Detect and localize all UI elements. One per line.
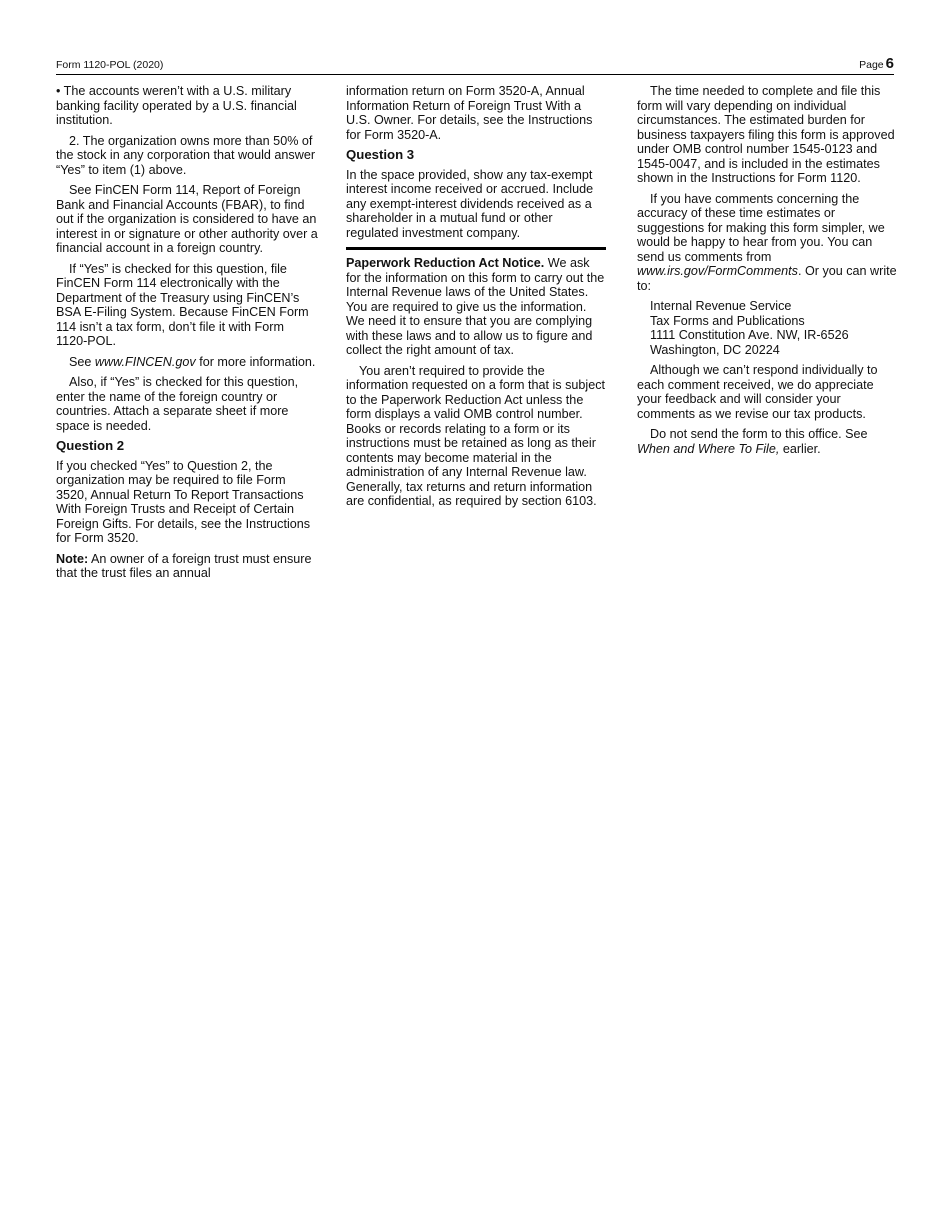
text: See <box>69 354 95 369</box>
do-not-send-paragraph <box>637 427 899 456</box>
form-label: Form 1120-POL (2020) <box>56 59 164 71</box>
paperwork-notice-text: We ask for the information on this form to carry out the Internal Revenue laws of the United States. You are required to give us the information. We need it to ensure that you are complying with these laws and to allow us to figure and collect the right amount of tax. <box>346 256 605 357</box>
page-header <box>56 54 894 75</box>
address-line: Washington, DC 20224 <box>650 342 780 357</box>
paperwork-notice-label: Paperwork Reduction Act Notice. <box>346 256 545 270</box>
yes-checked-paragraph: If “Yes” is checked for this question, file FinCEN Form 114 electronically with the Department of the Treasury using FinCEN’s BSA E-Filing System. Because FinCEN Form 114 isn’t a tax form, don’t file it with Form 1120-POL. <box>56 261 309 348</box>
text: . Or you can write to: <box>637 264 897 293</box>
note-paragraph <box>56 552 318 581</box>
note-text: An owner of a foreign trust must ensure that the trust files an annual <box>56 551 312 580</box>
feedback-paragraph: Although we can’t respond individually to each comment received, we do appreciate your feedback and will consider your comments as we revise our tax products. <box>637 363 878 421</box>
item-2-paragraph: 2. The organization owns more than 50% of the stock in any corporation that would answer “Yes” to item (1) above. <box>56 133 316 177</box>
question-2-paragraph: If you checked “Yes” to Question 2, the organization may be required to file Form 3520, Annual Return To Report Transactions With Foreign Trusts and Receipt of Certain Foreign Gifts. For details, see the Instructions for Form 3520. <box>56 458 311 545</box>
question-2-heading: Question 2 <box>56 438 125 453</box>
page-number: 6 <box>885 55 894 72</box>
form-comments-link[interactable]: www.irs.gov/FormComments <box>637 264 798 278</box>
fincen-link[interactable]: www.FINCEN.gov <box>94 354 196 369</box>
text: If you have comments concerning the accuracy of these time estimates or suggestions for making this form simpler, we would be happy to hear from you. You can send us comments from <box>637 191 885 264</box>
form-3520a-paragraph: information return on Form 3520-A, Annual Information Return of Foreign Trust With a U.S. Owner. For details, see the Instructions for Form 3520-A. <box>346 84 593 142</box>
text: Do not send the form to this office. See <box>650 427 868 441</box>
column-right <box>637 84 899 462</box>
paperwork-notice-paragraph <box>346 256 606 358</box>
address-line: Internal Revenue Service <box>650 299 792 313</box>
comments-paragraph <box>637 192 899 294</box>
column-middle <box>346 84 606 515</box>
foreign-country-paragraph: Also, if “Yes” is checked for this question, enter the name of the foreign country or countries. Attach a separate sheet if more space is needed. <box>56 375 299 433</box>
text: earlier. <box>779 441 821 456</box>
address-line: Tax Forms and Publications <box>650 313 805 328</box>
address-line: 1111 Constitution Ave. NW, IR-6526 <box>650 328 849 342</box>
note-label: Note: <box>56 551 89 566</box>
page-label: Page <box>859 59 884 71</box>
when-where-reference: When and Where To File, <box>637 441 780 456</box>
page-indicator <box>859 55 894 72</box>
time-needed-paragraph: The time needed to complete and file this form will vary depending on individual circumstances. The estimated burden for business taxpayers filing this form is approved under OMB control number 1545-0123 and 1545-0047, and is included in the estimates shown in the Instructions for Form 1120. <box>637 84 895 185</box>
column-left <box>56 84 318 587</box>
omb-paragraph: You aren’t required to provide the information requested on a form that is subject to the Paperwork Reduction Act unless the form displays a valid OMB control number. Books or records relating to a form or its instructions must be retained as long as their contents may become material in the administration of any Internal Revenue law. Generally, tax returns and return information are confidential, as required by section 6103. <box>346 363 606 508</box>
section-divider <box>346 247 606 250</box>
text: for more information. <box>195 354 316 369</box>
bullet-paragraph: • The accounts weren’t with a U.S. military banking facility operated by a U.S. financial institution. <box>56 84 297 127</box>
question-3-heading: Question 3 <box>346 147 415 162</box>
fincen-link-paragraph <box>56 355 318 370</box>
question-3-paragraph: In the space provided, show any tax-exempt interest income received or accrued. Include any exempt-interest dividends received as a shareholder in a mutual fund or other regulated investment company. <box>346 167 594 240</box>
mailing-address <box>650 299 899 357</box>
fincen-paragraph: See FinCEN Form 114, Report of Foreign Bank and Financial Accounts (FBAR), to find out if the organization is considered to have an interest in or signature or other authority over a financial account in a foreign country. <box>56 183 318 255</box>
